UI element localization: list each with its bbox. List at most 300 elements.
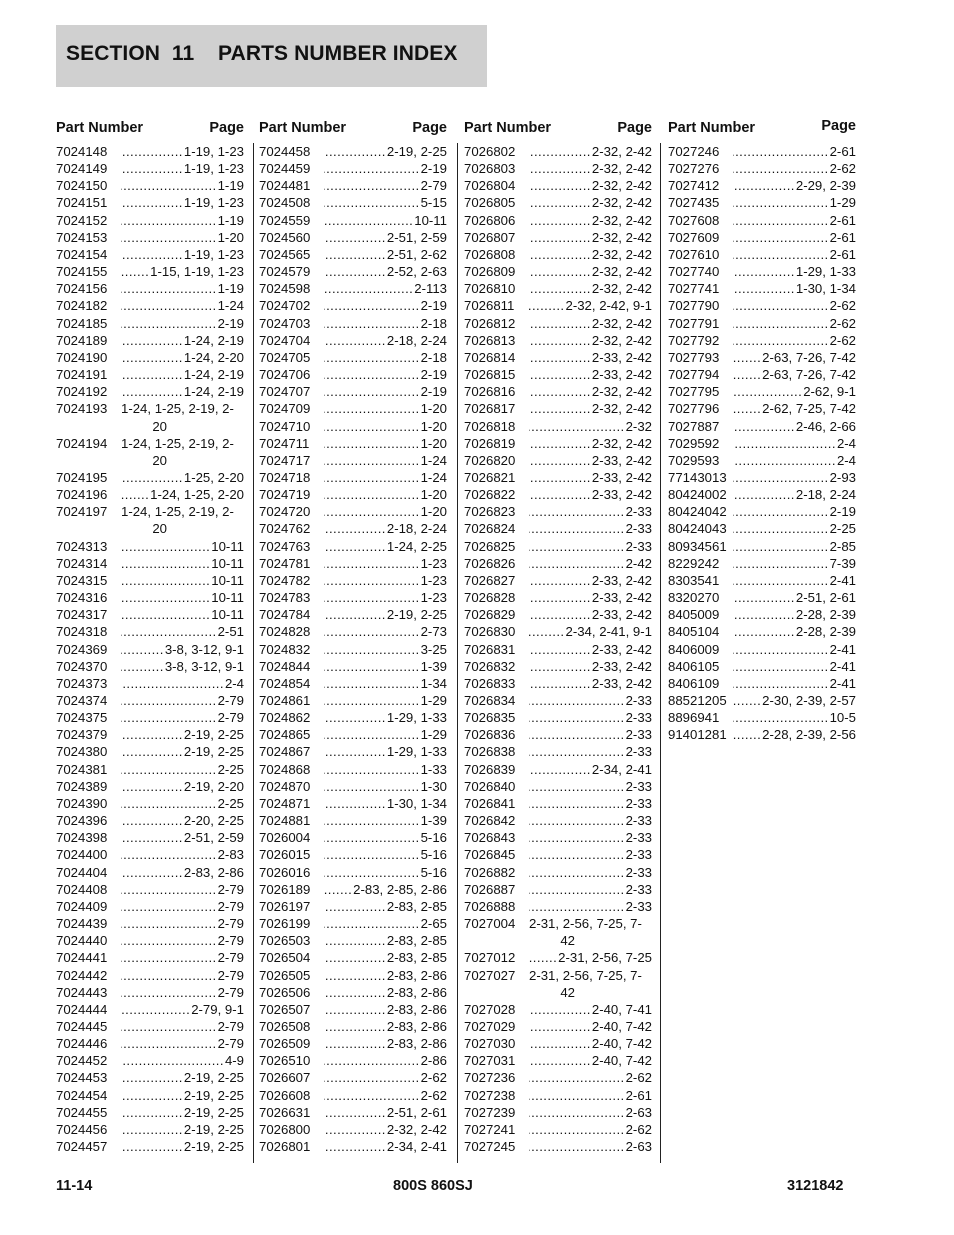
dot-leader: [733, 469, 829, 486]
index-row: [668, 503, 856, 520]
index-row: [668, 297, 856, 314]
dot-leader: [529, 726, 625, 743]
page-refs: 2-19, 2-25: [183, 1070, 244, 1086]
part-number: 7026834: [464, 693, 516, 708]
dot-leader: [733, 452, 836, 469]
continuation-indent: [56, 452, 121, 469]
dot-leader: [324, 829, 420, 846]
index-row: [668, 555, 856, 572]
index-row: [464, 829, 652, 846]
part-number: 7024192: [56, 384, 108, 400]
part-number: 7026842: [464, 813, 516, 829]
dot-leader: [529, 829, 625, 846]
page-refs: 2-32: [625, 418, 652, 434]
dot-leader: [733, 503, 829, 520]
part-number: 7024148: [56, 144, 108, 159]
part-number: 7026807: [464, 229, 516, 245]
page-refs: 2-33: [625, 898, 652, 914]
page-refs: 2-4: [224, 675, 244, 691]
page-refs: 1-24: [420, 469, 447, 485]
index-column-1: [56, 119, 244, 1155]
dot-leader: [529, 366, 591, 383]
page-refs: 10-11: [211, 607, 244, 623]
dot-leader: [121, 658, 164, 675]
page-heading: Page: [821, 118, 856, 134]
part-number: 7024396: [56, 813, 108, 829]
part-number: 7024579: [259, 264, 311, 280]
index-row: [259, 572, 447, 589]
part-number: 7024702: [259, 298, 311, 314]
page-refs: 2-31, 2-56, 7-25: [558, 950, 652, 966]
part-number: 7026821: [464, 469, 516, 485]
page-refs: 2-19, 2-25: [386, 144, 447, 159]
index-row: [259, 967, 447, 984]
index-row: [56, 160, 244, 177]
part-number: 7024313: [56, 538, 108, 554]
page-refs: 2-32, 2-42: [591, 332, 652, 348]
page-refs: 2-33: [625, 881, 652, 897]
index-row: [56, 229, 244, 246]
index-column-2: [259, 119, 447, 1155]
page-refs: 2-52, 2-63: [386, 264, 447, 280]
part-number-heading: Part Number: [668, 120, 756, 136]
index-row: [464, 520, 652, 537]
dot-leader: [529, 812, 625, 829]
dot-leader: [529, 520, 625, 537]
part-number: 8406105: [668, 658, 720, 674]
index-row: [464, 315, 652, 332]
dot-leader: [324, 177, 420, 194]
page-refs: 2-83, 2-85: [386, 950, 447, 966]
part-number: 7024444: [56, 1001, 108, 1017]
page-refs: 2-19, 2-20: [183, 778, 244, 794]
index-row: [668, 658, 856, 675]
index-row: [668, 589, 856, 606]
part-number: 7026631: [259, 1104, 311, 1120]
index-row: [668, 726, 856, 743]
part-number: 7024375: [56, 710, 108, 726]
part-number: 7024710: [259, 418, 311, 434]
page-refs: 2-28, 2-39: [795, 607, 856, 623]
index-row: [668, 452, 856, 469]
part-number: 7027791: [668, 315, 720, 331]
index-row: [464, 435, 652, 452]
dot-leader: [529, 675, 591, 692]
dot-leader: [121, 469, 183, 486]
index-row: [259, 263, 447, 280]
page-refs: 2-61: [829, 144, 856, 159]
dot-leader: [324, 675, 420, 692]
index-row: [259, 332, 447, 349]
page-refs: 2-83, 2-86: [386, 1018, 447, 1034]
page-refs: 2-25: [829, 521, 856, 537]
part-number: 7027795: [668, 384, 720, 400]
part-number: 7024314: [56, 555, 108, 571]
index-column-4: [668, 119, 856, 743]
part-number: 7024189: [56, 332, 108, 348]
index-row: [56, 692, 244, 709]
page-refs: 1-23: [420, 555, 447, 571]
page-refs: 2-32, 2-42: [591, 401, 652, 417]
part-number: 8896941: [668, 710, 720, 726]
dot-leader: [121, 366, 183, 383]
index-row: [259, 623, 447, 640]
page-refs: 2-18, 2-24: [795, 487, 856, 503]
index-row: [56, 1138, 244, 1155]
index-row: [464, 846, 652, 863]
index-row: [259, 1069, 447, 1086]
page-refs: 2-19: [420, 298, 447, 314]
page-refs: 2-32, 2-42: [591, 246, 652, 262]
part-number: 7027796: [668, 401, 720, 417]
part-number: 7027794: [668, 367, 720, 383]
page-refs: 5-16: [420, 847, 447, 863]
dot-leader: [324, 812, 420, 829]
page-refs: 2-33: [625, 778, 652, 794]
dot-leader: [529, 709, 625, 726]
index-row: [668, 212, 856, 229]
dot-leader: [324, 452, 420, 469]
index-row: [259, 555, 447, 572]
part-number: 7026800: [259, 1121, 311, 1137]
dot-leader: [324, 349, 420, 366]
dot-leader: [529, 212, 591, 229]
part-number: 7026882: [464, 864, 516, 880]
part-number: 7026189: [259, 881, 311, 897]
page-refs: 1-24, 1-25, 2-19, 2-: [121, 504, 234, 520]
index-row: [56, 641, 244, 658]
index-row: [56, 949, 244, 966]
index-row: [668, 486, 856, 503]
page-refs: 2-79: [217, 1036, 244, 1052]
part-number: 7024389: [56, 778, 108, 794]
dot-leader: [121, 778, 183, 795]
dot-leader: [324, 194, 420, 211]
part-number: 7026608: [259, 1087, 311, 1103]
page-refs-continued: 20: [152, 418, 167, 434]
part-number: 7029593: [668, 452, 720, 468]
dot-leader: [529, 949, 557, 966]
part-number: 7024870: [259, 778, 311, 794]
index-row: [464, 761, 652, 778]
page-refs: 2-33, 2-42: [591, 349, 652, 365]
part-number: 7024443: [56, 984, 108, 1000]
part-number: 7024457: [56, 1139, 108, 1155]
index-row: [56, 623, 244, 640]
page-refs: 10-11: [211, 590, 244, 606]
part-number: 7027246: [668, 144, 720, 159]
dot-leader: [121, 332, 183, 349]
page-refs: 2-33: [625, 813, 652, 829]
part-number: 7024390: [56, 795, 108, 811]
index-row: [668, 418, 856, 435]
dot-leader: [733, 589, 795, 606]
page-refs: 2-34, 2-41: [386, 1139, 447, 1155]
part-number: 7027030: [464, 1036, 516, 1052]
page-refs: 2-62, 9-1: [803, 384, 856, 400]
part-number: 80424042: [668, 504, 727, 520]
page-refs: 2-32, 2-42: [591, 229, 652, 245]
index-row: [464, 469, 652, 486]
page-refs: 1-19, 1-23: [183, 161, 244, 177]
part-number: 7026813: [464, 332, 516, 348]
page-refs: 2-63, 7-26, 7-42: [762, 367, 856, 383]
part-number: 7026888: [464, 898, 516, 914]
page-refs: 2-28, 2-39: [795, 624, 856, 640]
page-refs: 2-63, 7-26, 7-42: [762, 349, 856, 365]
page-refs: 2-40, 7-41: [591, 1001, 652, 1017]
index-row: [56, 829, 244, 846]
index-row: [464, 1104, 652, 1121]
page-refs: 2-32, 2-42: [591, 435, 652, 451]
part-number: 7026845: [464, 847, 516, 863]
dot-leader: [324, 160, 420, 177]
index-row: [464, 366, 652, 383]
dot-leader: [121, 846, 217, 863]
dot-leader: [529, 1087, 625, 1104]
page-refs: 10-11: [211, 538, 244, 554]
index-row: [464, 452, 652, 469]
index-row: [259, 1087, 447, 1104]
dot-leader: [733, 246, 829, 263]
dot-leader: [529, 572, 591, 589]
page-refs: 2-40, 7-42: [591, 1053, 652, 1069]
index-row: [464, 1052, 652, 1069]
column-divider: [253, 143, 254, 1163]
page-refs: 2-31, 2-56, 7-25, 7-: [529, 967, 642, 983]
dot-leader: [324, 606, 386, 623]
dot-leader: [121, 623, 217, 640]
index-row: [464, 606, 652, 623]
page-refs: 2-32, 2-42: [591, 315, 652, 331]
page-refs: 1-29: [829, 195, 856, 211]
index-rows: [259, 143, 447, 1155]
index-row: [464, 280, 652, 297]
dot-leader: [324, 1121, 386, 1138]
part-number: 7026801: [259, 1139, 311, 1155]
dot-leader: [529, 418, 625, 435]
page-refs: 2-18: [420, 349, 447, 365]
dot-leader: [121, 692, 217, 709]
part-number: 7026831: [464, 641, 516, 657]
page-refs: 2-79: [217, 710, 244, 726]
part-number: 7024195: [56, 469, 108, 485]
part-number: 7027276: [668, 161, 720, 177]
index-rows: [464, 143, 652, 1155]
page-refs: 2-79: [217, 984, 244, 1000]
page-refs: 2-62, 7-25, 7-42: [762, 401, 856, 417]
part-number: 7024719: [259, 487, 311, 503]
page-refs: 1-29: [420, 727, 447, 743]
page-refs: 2-28, 2-39, 2-56: [762, 727, 856, 743]
part-number: 7026818: [464, 418, 516, 434]
part-number: 8320270: [668, 590, 720, 606]
index-row: [56, 1035, 244, 1052]
part-number: 7027012: [464, 950, 516, 966]
part-number: 7026803: [464, 161, 516, 177]
index-row: [464, 778, 652, 795]
part-number: 7026887: [464, 881, 516, 897]
index-row: [56, 400, 244, 417]
part-number: 8406109: [668, 675, 720, 691]
index-row: [464, 263, 652, 280]
index-row: [56, 194, 244, 211]
page-refs: 2-19, 2-25: [183, 1087, 244, 1103]
part-number: 7026825: [464, 538, 516, 554]
index-row: [259, 1104, 447, 1121]
index-row: [668, 435, 856, 452]
index-row: [668, 606, 856, 623]
part-number: 7024197: [56, 504, 108, 520]
dot-leader: [121, 246, 183, 263]
page-refs: 1-30, 1-34: [795, 281, 856, 297]
page-refs: 2-18, 2-24: [386, 332, 447, 348]
dot-leader: [733, 658, 829, 675]
part-number: 7026509: [259, 1036, 311, 1052]
dot-leader: [529, 349, 591, 366]
index-row: [464, 726, 652, 743]
dot-leader: [529, 692, 625, 709]
index-rows: [56, 143, 244, 1155]
dot-leader: [733, 194, 829, 211]
index-row: [668, 332, 856, 349]
continuation-indent: [464, 984, 529, 1001]
dot-leader: [324, 967, 386, 984]
part-number: 7024369: [56, 641, 108, 657]
index-row: [464, 692, 652, 709]
dot-leader: [529, 743, 625, 760]
dot-leader: [529, 795, 625, 812]
dot-leader: [121, 795, 217, 812]
page-refs: 2-32, 2-42: [591, 264, 652, 280]
page-refs: 2-32, 2-42: [591, 281, 652, 297]
dot-leader: [121, 538, 210, 555]
dot-leader: [324, 538, 386, 555]
part-number: 7027031: [464, 1053, 516, 1069]
page-refs: 2-65: [420, 916, 447, 932]
part-number: 7024374: [56, 693, 108, 708]
index-row: [56, 1069, 244, 1086]
index-row: [259, 160, 447, 177]
page-refs: 2-85: [829, 538, 856, 554]
part-number: 7024762: [259, 521, 311, 537]
index-row: [464, 812, 652, 829]
dot-leader: [121, 932, 217, 949]
index-row: [464, 400, 652, 417]
index-row: [56, 1121, 244, 1138]
page-refs: 2-62: [625, 1070, 652, 1086]
index-row: [259, 795, 447, 812]
index-row: [464, 212, 652, 229]
dot-leader: [529, 589, 591, 606]
part-number: 7024441: [56, 950, 108, 966]
dot-leader: [121, 743, 183, 760]
part-number: 7024196: [56, 487, 108, 503]
index-row: [56, 761, 244, 778]
page-refs: 2-51: [217, 624, 244, 640]
part-number: 7024153: [56, 229, 108, 245]
dot-leader: [324, 709, 386, 726]
index-row: [668, 366, 856, 383]
part-number: 7024318: [56, 624, 108, 640]
index-row: [464, 246, 652, 263]
page-refs: 2-62: [829, 161, 856, 177]
page-refs: 1-20: [420, 401, 447, 417]
dot-leader: [121, 881, 217, 898]
dot-leader: [121, 1138, 183, 1155]
part-number: 7024152: [56, 212, 108, 228]
part-number: 7026505: [259, 967, 311, 983]
index-row: [668, 538, 856, 555]
index-row: [56, 349, 244, 366]
page-refs: 2-46, 2-66: [795, 418, 856, 434]
index-row: [668, 692, 856, 709]
index-row: [259, 864, 447, 881]
page-refs: 1-24, 2-20: [183, 349, 244, 365]
part-number: 7026811: [464, 298, 515, 314]
part-number: 77143013: [668, 469, 727, 485]
page-refs: 2-63: [625, 1104, 652, 1120]
dot-leader: [324, 486, 420, 503]
part-number: 7024720: [259, 504, 311, 520]
index-row: [464, 383, 652, 400]
page-refs: 2-33: [625, 864, 652, 880]
dot-leader: [733, 143, 829, 160]
page-refs: 1-24: [420, 452, 447, 468]
dot-leader: [324, 984, 386, 1001]
dot-leader: [733, 435, 836, 452]
index-row: [56, 915, 244, 932]
index-row: [464, 864, 652, 881]
dot-leader: [324, 212, 413, 229]
dot-leader: [324, 1035, 386, 1052]
part-number: 7027027: [464, 967, 516, 983]
part-number: 7024832: [259, 641, 311, 657]
dot-leader: [733, 332, 829, 349]
part-number: 7024190: [56, 349, 108, 365]
page-refs: 2-25: [217, 761, 244, 777]
page-refs: 2-19: [217, 315, 244, 331]
index-row: [56, 726, 244, 743]
index-row: [668, 315, 856, 332]
dot-leader: [324, 1001, 386, 1018]
index-row: [56, 555, 244, 572]
page-refs: 2-41: [829, 658, 856, 674]
part-number: 7027028: [464, 1001, 516, 1017]
index-row: [259, 743, 447, 760]
page-refs: 3-8, 3-12, 9-1: [164, 658, 244, 674]
dot-leader: [324, 572, 420, 589]
index-row: [56, 898, 244, 915]
dot-leader: [324, 726, 420, 743]
part-number: 7027741: [668, 281, 720, 297]
page-refs: 1-34: [420, 675, 447, 691]
index-row: [259, 177, 447, 194]
page-refs: 10-5: [829, 710, 856, 726]
page-heading: Page: [412, 120, 447, 136]
part-number: 7024373: [56, 675, 108, 691]
dot-leader: [529, 846, 625, 863]
index-row: [259, 229, 447, 246]
page-refs: 2-79: [217, 950, 244, 966]
index-row: [56, 486, 244, 503]
index-row: [259, 709, 447, 726]
part-number: 7024439: [56, 916, 108, 932]
page-refs: 1-30: [420, 778, 447, 794]
part-number: 7024149: [56, 161, 108, 177]
index-row: [668, 623, 856, 640]
part-number: 7026812: [464, 315, 516, 331]
